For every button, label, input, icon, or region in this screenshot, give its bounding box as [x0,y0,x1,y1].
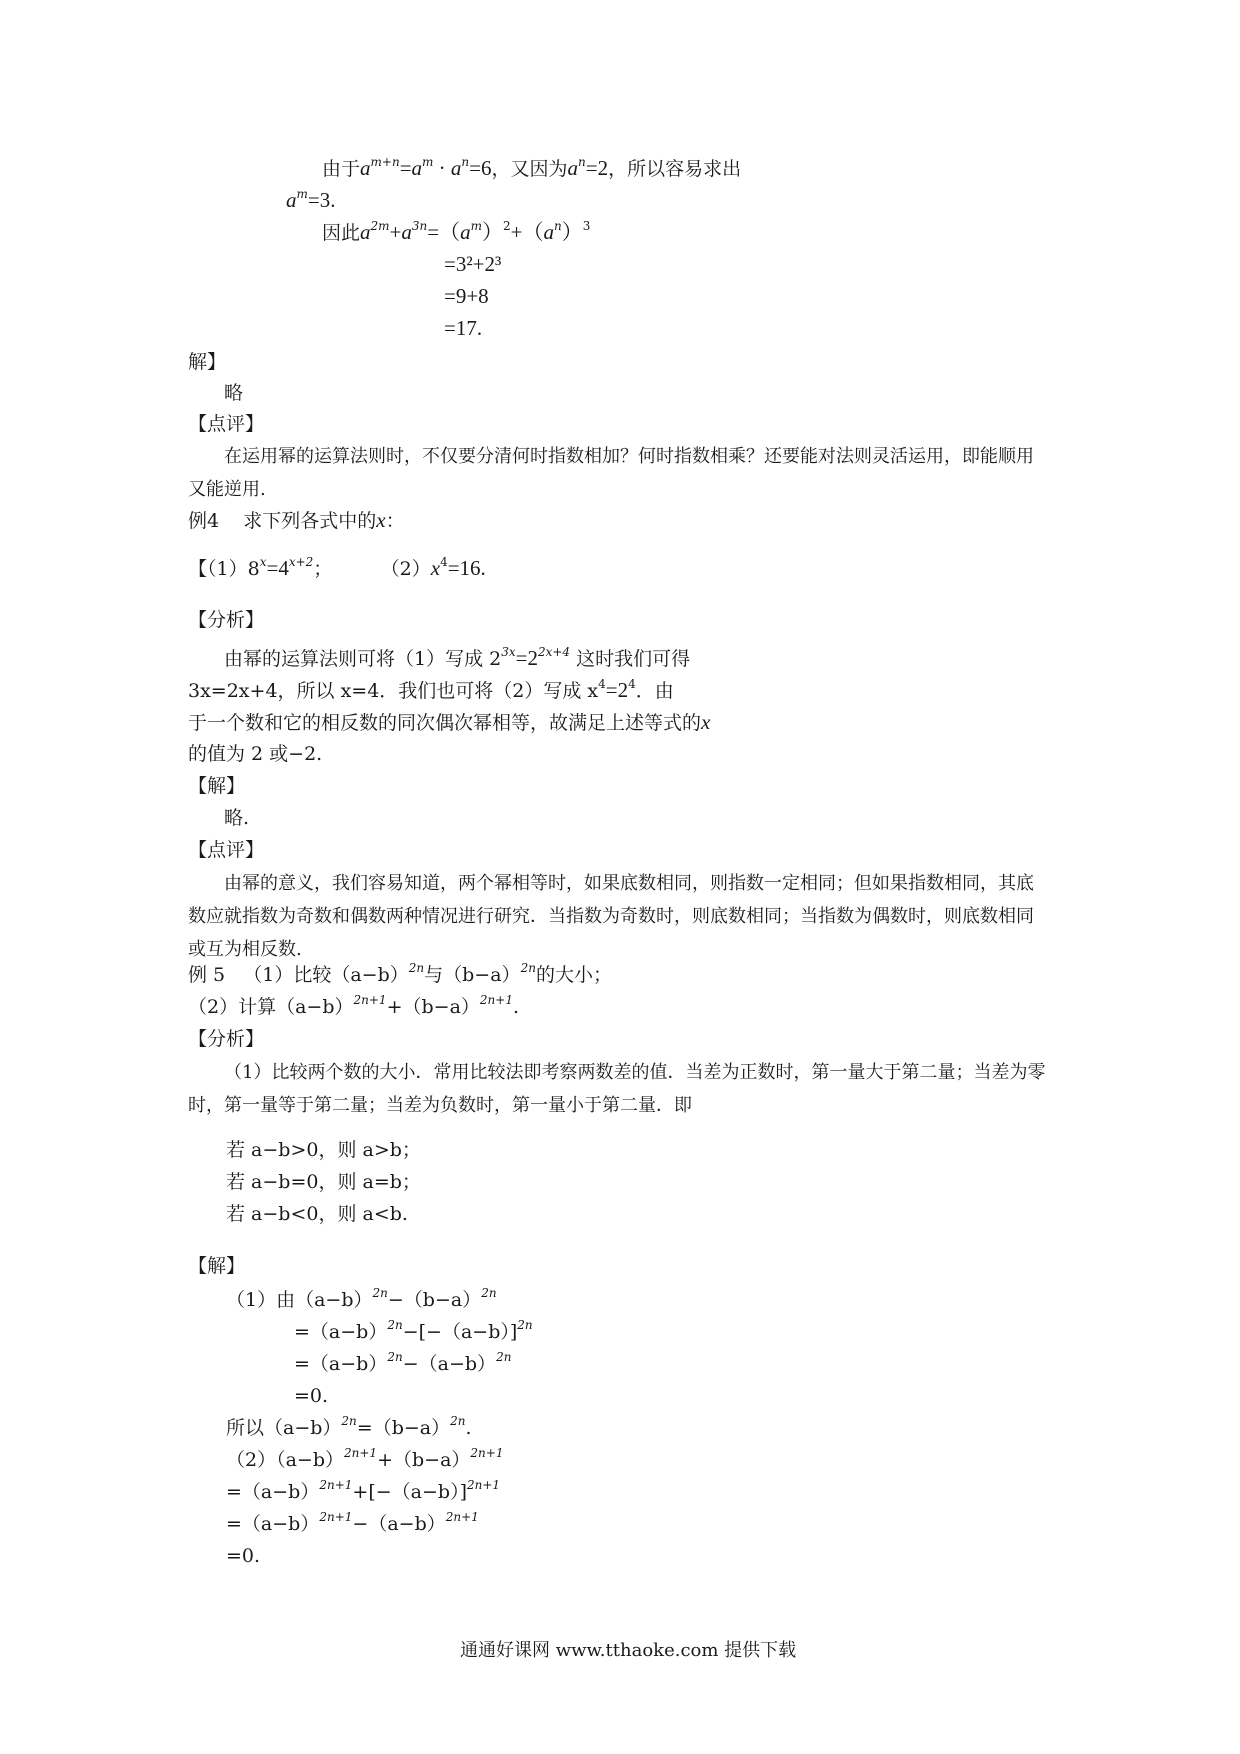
text: −（a−b） [402,1353,497,1375]
text: =（b−a） [356,1417,451,1439]
fenxi-heading-1: 【分析】 [188,609,265,631]
text: =2 [515,646,538,670]
text: 与（b−a） [424,964,521,986]
dianping-paragraph-1: 在运用幂的运算法则时，不仅要分清何时指数相加？何时指数相乘？还要能对法则灵活运用，即能顺用又能逆用. [188,446,1034,500]
fenxi-line-4: 的值为 2 或−2. [188,743,323,765]
text: ： [385,510,405,532]
text: 【 [188,558,208,580]
text: （1）8 [207,558,260,580]
example-4-title [188,508,405,533]
text: 于一个数和它的相反数的同次偶次幂相等，故满足上述等式的 [188,712,702,734]
example-5-q1 [188,963,612,987]
text: 2n+1 [445,1510,479,1524]
page-footer: 通通好课网 www.tthaoke.com 提供下载 [460,1640,797,1661]
text: 2n [341,1414,357,1428]
text: −（b−a） [387,1289,482,1311]
text: 2n+1 [466,1478,501,1492]
text: 2n [372,1286,388,1300]
text: 2n+1 [319,1510,353,1524]
text: 例 5 [188,964,226,986]
solution-line-7 [226,1480,500,1504]
jie-heading-3: 【解】 [188,1255,246,1277]
text: 由于 [322,158,361,180]
text: 2n+1 [353,993,387,1007]
text: 2n [520,961,536,975]
fenxi-heading-2: 【分析】 [188,1028,265,1050]
fenxi-line-2: 3x=2x+4，所以 x=4．我们也可将（2）写成 $x^4=2^4$．由 [188,677,674,702]
text: 2n [517,1318,533,1332]
text: =（a−b） [294,1321,388,1343]
text: 求下列各式中的 [243,510,377,532]
text: 2n [481,1286,497,1300]
fenxi-line-3 [188,710,710,735]
fenxi-line-1: 由幂的运算法则可将（1）写成 $2^{3x}=2^{2x+4}$ 这时我们可得 [224,645,691,670]
example-4-parts: 【$(1)8^x=4^{x+2}$； $(2)x^4=16$. [188,555,486,580]
text: 2n [408,961,425,975]
solution-line-9: =0. [226,1545,261,1567]
text: . [465,1417,472,1439]
text: =4 [266,556,289,580]
jie-text-2: 略. [224,807,250,829]
solution-line-1 [226,1288,497,1312]
solution-line-2 [294,1320,533,1344]
text: −[−（a−b）] [402,1321,518,1343]
fenxi-paragraph-2: （1）比较两个数的大小．常用比较法即考察两数差的值．当差为正数时，第一量大于第二量；当差为零时，第一量等于第二量；当差为负数时，第一量小于第二量．即 [188,1062,1046,1116]
text: （1）由（a−b） [226,1289,373,1311]
text: =（a−b） [226,1481,320,1503]
text: ，所以容易求出 [608,158,742,180]
text: 3x=2x+4，所以 x=4．我们也可将（2）写成 x [188,680,599,702]
dianping-paragraph-2: 由幂的意义，我们容易知道，两个幂相等时，如果底数相同，则指数一定相同；但如果指数相同，其底数应就指数为奇数和偶数两种情况进行研究．当指数为奇数时，则底数相同；当指数为偶数时，则底数相同或互为相反数. [188,873,1034,960]
text: 2n [387,1318,403,1332]
derivation-step-1: =3²+2³ [444,252,502,276]
text: 2n [496,1350,512,1364]
derivation-line-3: 因此$a^{2m}+a^{3n}=(a^m)^2+(a^n)^3$ [322,219,591,244]
case-line-2: 若 a−b=0，则 a=b； [226,1171,421,1193]
solution-line-3 [294,1352,511,1376]
derivation-step-2: =9+8 [444,284,489,308]
text: （2）（a−b） [226,1449,344,1471]
solution-line-4: =0. [294,1385,329,1407]
text: ，又因为 [491,158,568,180]
dianping-heading-2: 【点评】 [188,839,265,861]
text: =3. [307,188,336,212]
case-line-1: 若 a−b>0，则 a>b； [226,1139,421,1161]
text: 2n+1 [479,993,513,1007]
solution-line-5 [226,1416,472,1440]
text: （2） [380,558,431,580]
text: −（a−b） [352,1513,446,1535]
text: =（a−b） [226,1513,320,1535]
jie-text-1: 略 [224,382,244,404]
text: （2）计算（a−b） [188,996,354,1018]
text: 的大小； [535,964,612,986]
case-line-3: 若 a−b<0，则 a<b. [226,1203,408,1225]
text: 这时我们可得 [570,648,691,670]
text: （1）比较（a−b） [243,964,409,986]
text: 2n+1 [344,1446,378,1460]
text: x [376,508,386,532]
text: 因此 [322,222,361,244]
derivation-line-2: $a^m=3$. [286,187,336,212]
text: 2n+1 [470,1446,504,1460]
text: 2n [450,1414,466,1428]
text: ； [313,558,333,580]
text: +[−（a−b）] [352,1481,467,1503]
text: . [512,996,520,1018]
solution-line-8 [226,1512,479,1536]
text: 例4 [188,510,220,532]
text: 2n [387,1350,403,1364]
jie-heading-1: 解】 [188,351,227,373]
text: 2n+1 [319,1478,353,1492]
text: =2 [605,678,629,702]
solution-line-6 [226,1448,503,1472]
text: =16. [447,556,486,580]
derivation-step-3: =17. [444,316,483,340]
example-5-q2 [188,995,519,1019]
derivation-line-1: 由于$a^{m+n}=a^m \cdot a^n=6$，又因为$a^n=2$，所以容易求出 [322,155,742,180]
text: ．由 [635,680,674,702]
jie-heading-2: 【解】 [188,775,246,797]
text: x [701,710,711,734]
text: =（a−b） [294,1353,388,1375]
text: 由幂的运算法则可将（1）写成 2 [224,648,502,670]
text: +（b−a） [377,1449,471,1471]
text: 所以（a−b） [226,1417,342,1439]
dianping-heading-1: 【点评】 [188,413,265,435]
text: +（b−a） [386,996,480,1018]
